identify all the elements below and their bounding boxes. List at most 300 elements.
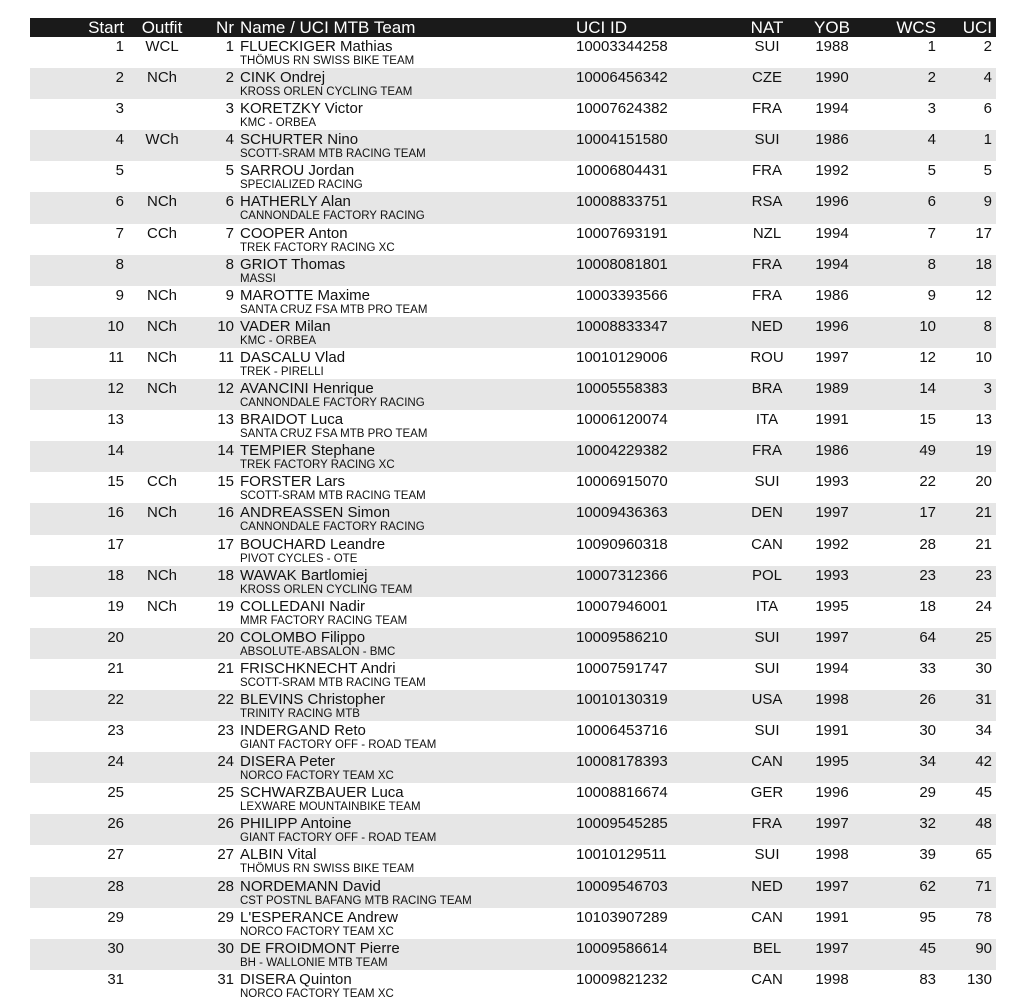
outfit-cell: WCL: [145, 38, 179, 55]
uci-rank-cell: 13: [975, 411, 992, 429]
wcs-rank-cell: 49: [919, 442, 936, 460]
start-cell: 23: [107, 722, 124, 740]
bib-number-cell: 22: [217, 690, 234, 708]
team-name-cell: LEXWARE MOUNTAINBIKE TEAM: [240, 801, 421, 814]
team-name-cell: CST POSTNL BAFANG MTB RACING TEAM: [240, 894, 472, 907]
year-of-birth-cell: 1994: [815, 100, 849, 118]
header-start: Start: [88, 18, 124, 37]
bib-number-cell: 27: [217, 846, 234, 864]
uci-rank-cell: 34: [975, 722, 992, 740]
bib-number-cell: 6: [225, 193, 234, 211]
year-of-birth-cell: 1988: [815, 38, 849, 55]
nationality-cell: CAN: [751, 970, 783, 988]
team-name-cell: TRINITY RACING MTB: [240, 707, 360, 720]
team-name-cell: SANTA CRUZ FSA MTB PRO TEAM: [240, 303, 428, 316]
uci-rank-cell: 31: [975, 690, 992, 708]
table-row: [30, 597, 996, 628]
nationality-cell: SUI: [754, 131, 780, 149]
uci-id-cell: 10010129006: [576, 348, 668, 366]
uci-rank-cell: 3: [983, 380, 992, 398]
uci-id-cell: 10003344258: [576, 38, 668, 55]
bib-number-cell: 19: [217, 597, 234, 615]
nationality-cell: POL: [751, 566, 782, 584]
bib-number-cell: 17: [217, 535, 234, 553]
rider-name-cell: FORSTER Lars: [240, 473, 346, 491]
team-name-cell: SPECIALIZED RACING: [240, 179, 363, 192]
nationality-cell: FRA: [752, 815, 782, 833]
uci-id-cell: 10009586210: [576, 628, 668, 646]
start-cell: 29: [107, 908, 124, 926]
rider-name-cell: PHILIPP Antoine: [240, 815, 352, 833]
uci-id-cell: 10009586614: [576, 939, 668, 957]
start-cell: 3: [115, 100, 124, 118]
table-row: [30, 845, 996, 876]
rider-name-cell: L'ESPERANCE Andrew: [240, 908, 398, 926]
team-name-cell: NORCO FACTORY TEAM XC: [240, 770, 394, 783]
year-of-birth-cell: 1997: [815, 815, 849, 833]
start-cell: 19: [107, 597, 124, 615]
nationality-cell: ROU: [750, 348, 784, 366]
bib-number-cell: 4: [225, 131, 234, 149]
rider-name-cell: DISERA Peter: [240, 753, 336, 771]
start-cell: 14: [107, 442, 124, 460]
rider-name-cell: MAROTTE Maxime: [240, 286, 371, 304]
team-name-cell: MMR FACTORY RACING TEAM: [240, 614, 408, 627]
nationality-cell: SUI: [754, 38, 780, 55]
bib-number-cell: 15: [217, 473, 234, 491]
table-row: [30, 721, 996, 752]
year-of-birth-cell: 1996: [815, 317, 849, 335]
wcs-rank-cell: 32: [919, 815, 936, 833]
uci-rank-cell: 6: [983, 100, 992, 118]
nationality-cell: BRA: [751, 380, 783, 398]
bib-number-cell: 26: [217, 815, 234, 833]
rider-name-cell: BLEVINS Christopher: [240, 690, 386, 708]
team-name-cell: GIANT FACTORY OFF - ROAD TEAM: [240, 832, 437, 845]
outfit-cell: WCh: [145, 131, 179, 149]
table-row: [30, 37, 996, 68]
outfit-cell: NCh: [146, 69, 177, 87]
uci-rank-cell: 45: [975, 784, 992, 802]
nationality-cell: CAN: [751, 535, 783, 553]
team-name-cell: CANNONDALE FACTORY RACING: [240, 210, 425, 223]
wcs-rank-cell: 14: [919, 380, 936, 398]
year-of-birth-cell: 1994: [815, 255, 849, 273]
start-cell: 20: [107, 628, 124, 646]
uci-id-cell: 10007946001: [576, 597, 668, 615]
bib-number-cell: 11: [218, 348, 234, 366]
bib-number-cell: 1: [225, 38, 234, 55]
year-of-birth-cell: 1997: [815, 939, 849, 957]
start-cell: 24: [107, 753, 124, 771]
rider-name-cell: COLOMBO Filippo: [240, 628, 366, 646]
wcs-rank-cell: 30: [919, 722, 936, 740]
table-row: [30, 939, 996, 970]
uci-rank-cell: 21: [975, 504, 992, 522]
table-row: [30, 783, 996, 814]
uci-id-cell: 10006456342: [576, 69, 668, 87]
wcs-rank-cell: 26: [919, 690, 936, 708]
rider-name-cell: FRISCHKNECHT Andri: [240, 659, 396, 677]
table-row: [30, 286, 996, 317]
uci-rank-cell: 9: [983, 193, 992, 211]
table-header: [30, 18, 996, 37]
bib-number-cell: 5: [225, 162, 234, 180]
uci-rank-cell: 2: [983, 38, 992, 55]
nationality-cell: FRA: [752, 255, 782, 273]
outfit-cell: NCh: [146, 597, 177, 615]
bib-number-cell: 3: [225, 100, 234, 118]
bib-number-cell: 30: [217, 939, 234, 957]
outfit-cell: NCh: [146, 317, 177, 335]
team-name-cell: KROSS ORLEN CYCLING TEAM: [240, 86, 413, 99]
uci-rank-cell: 48: [975, 815, 992, 833]
wcs-rank-cell: 4: [927, 131, 936, 149]
rider-name-cell: SCHWARZBAUER Luca: [240, 784, 404, 802]
nationality-cell: GER: [750, 784, 784, 802]
uci-rank-cell: 130: [966, 970, 992, 988]
uci-rank-cell: 78: [975, 908, 992, 926]
bib-number-cell: 29: [217, 908, 234, 926]
uci-id-cell: 10006453716: [576, 722, 668, 740]
table-row: [30, 224, 996, 255]
start-cell: 6: [115, 193, 124, 211]
table-row: [30, 628, 996, 659]
rider-name-cell: NORDEMANN David: [240, 877, 381, 895]
wcs-rank-cell: 95: [919, 908, 936, 926]
start-cell: 5: [115, 162, 124, 180]
header-name-team: Name / UCI MTB Team: [240, 18, 416, 37]
table-row: [30, 255, 996, 286]
header-yob: YOB: [814, 18, 850, 37]
header-outfit: Outfit: [141, 18, 183, 37]
year-of-birth-cell: 1994: [815, 224, 849, 242]
nationality-cell: CZE: [752, 69, 782, 87]
team-name-cell: THÖMUS RN SWISS BIKE TEAM: [240, 863, 415, 876]
table-row: [30, 317, 996, 348]
outfit-cell: NCh: [146, 286, 177, 304]
bib-number-cell: 12: [217, 380, 234, 398]
uci-rank-cell: 71: [975, 877, 992, 895]
start-cell: 1: [115, 38, 124, 55]
wcs-rank-cell: 33: [919, 659, 936, 677]
uci-id-cell: 10010130319: [576, 690, 668, 708]
nationality-cell: FRA: [752, 442, 782, 460]
outfit-cell: NCh: [146, 566, 177, 584]
table-row: [30, 814, 996, 845]
start-cell: 9: [115, 286, 124, 304]
team-name-cell: MASSI: [240, 272, 276, 285]
uci-rank-cell: 30: [975, 659, 992, 677]
rider-name-cell: SCHURTER Nino: [240, 131, 359, 149]
uci-rank-cell: 5: [983, 162, 992, 180]
year-of-birth-cell: 1996: [815, 193, 849, 211]
uci-id-cell: 10003393566: [576, 286, 668, 304]
uci-id-cell: 10006804431: [576, 162, 668, 180]
rider-name-cell: FLUECKIGER Mathias: [240, 38, 393, 55]
rider-name-cell: DASCALU Vlad: [240, 348, 346, 366]
nationality-cell: FRA: [752, 162, 782, 180]
table-row: [30, 410, 996, 441]
year-of-birth-cell: 1990: [815, 69, 849, 87]
start-cell: 31: [107, 970, 124, 988]
rider-name-cell: VADER Milan: [240, 317, 331, 335]
uci-id-cell: 10004229382: [576, 442, 668, 460]
uci-rank-cell: 4: [983, 69, 992, 87]
uci-rank-cell: 19: [975, 442, 992, 460]
wcs-rank-cell: 28: [919, 535, 936, 553]
wcs-rank-cell: 3: [927, 100, 936, 118]
nationality-cell: CAN: [751, 908, 783, 926]
rider-name-cell: DISERA Quinton: [240, 970, 352, 988]
start-cell: 4: [115, 131, 124, 149]
year-of-birth-cell: 1992: [815, 162, 849, 180]
nationality-cell: NED: [751, 877, 783, 895]
table-row: [30, 130, 996, 161]
rider-name-cell: DE FROIDMONT Pierre: [240, 939, 400, 957]
table-body: [30, 37, 996, 1001]
uci-id-cell: 10009546703: [576, 877, 668, 895]
uci-id-cell: 10007591747: [576, 659, 668, 677]
year-of-birth-cell: 1996: [815, 784, 849, 802]
team-name-cell: NORCO FACTORY TEAM XC: [240, 987, 394, 1000]
rider-name-cell: COOPER Anton: [240, 224, 348, 242]
team-name-cell: NORCO FACTORY TEAM XC: [240, 925, 394, 938]
nationality-cell: ITA: [755, 597, 779, 615]
nationality-cell: NED: [751, 317, 783, 335]
year-of-birth-cell: 1992: [815, 535, 849, 553]
start-cell: 17: [107, 535, 124, 553]
year-of-birth-cell: 1993: [815, 473, 849, 491]
bib-number-cell: 28: [217, 877, 234, 895]
bib-number-cell: 2: [225, 69, 234, 87]
year-of-birth-cell: 1997: [815, 348, 849, 366]
uci-id-cell: 10004151580: [576, 131, 668, 149]
outfit-cell: NCh: [146, 504, 177, 522]
wcs-rank-cell: 10: [919, 317, 936, 335]
wcs-rank-cell: 23: [919, 566, 936, 584]
rider-name-cell: ALBIN Vital: [240, 846, 317, 864]
bib-number-cell: 16: [217, 504, 234, 522]
year-of-birth-cell: 1986: [815, 286, 849, 304]
team-name-cell: KMC - ORBEA: [240, 334, 317, 347]
table-row: [30, 472, 996, 503]
team-name-cell: TREK - PIRELLI: [240, 365, 324, 378]
wcs-rank-cell: 45: [919, 939, 936, 957]
table-row: [30, 535, 996, 566]
start-cell: 7: [115, 224, 124, 242]
outfit-cell: NCh: [146, 193, 177, 211]
start-cell: 21: [107, 659, 124, 677]
wcs-rank-cell: 29: [919, 784, 936, 802]
rider-name-cell: GRIOT Thomas: [240, 255, 346, 273]
team-name-cell: TREK FACTORY RACING XC: [240, 459, 395, 472]
rider-name-cell: AVANCINI Henrique: [240, 380, 374, 398]
nationality-cell: FRA: [752, 100, 782, 118]
team-name-cell: THÖMUS RN SWISS BIKE TEAM: [240, 55, 415, 67]
bib-number-cell: 21: [217, 659, 234, 677]
uci-rank-cell: 25: [975, 628, 992, 646]
uci-id-cell: 10006915070: [576, 473, 668, 491]
bib-number-cell: 25: [217, 784, 234, 802]
wcs-rank-cell: 22: [919, 473, 936, 491]
year-of-birth-cell: 1997: [815, 628, 849, 646]
year-of-birth-cell: 1998: [815, 970, 849, 988]
wcs-rank-cell: 17: [919, 504, 936, 522]
start-cell: 18: [107, 566, 124, 584]
nationality-cell: RSA: [751, 193, 783, 211]
start-cell: 27: [107, 846, 124, 864]
start-list-table: [30, 18, 996, 1001]
uci-id-cell: 10008178393: [576, 753, 668, 771]
table-row: [30, 970, 996, 1001]
uci-id-cell: 10007624382: [576, 100, 668, 118]
bib-number-cell: 7: [225, 224, 234, 242]
team-name-cell: SCOTT-SRAM MTB RACING TEAM: [240, 148, 426, 161]
table-row: [30, 690, 996, 721]
team-name-cell: SANTA CRUZ FSA MTB PRO TEAM: [240, 428, 428, 441]
uci-rank-cell: 65: [975, 846, 992, 864]
team-name-cell: TREK FACTORY RACING XC: [240, 241, 395, 254]
rider-name-cell: SARROU Jordan: [240, 162, 355, 180]
team-name-cell: GIANT FACTORY OFF - ROAD TEAM: [240, 739, 437, 752]
wcs-rank-cell: 6: [927, 193, 936, 211]
table-row: [30, 877, 996, 908]
outfit-cell: CCh: [146, 224, 177, 242]
year-of-birth-cell: 1986: [815, 131, 849, 149]
uci-id-cell: 10008081801: [576, 255, 668, 273]
wcs-rank-cell: 9: [927, 286, 936, 304]
bib-number-cell: 24: [217, 753, 234, 771]
start-cell: 22: [107, 690, 124, 708]
header-wcs: WCS: [896, 18, 936, 37]
rider-name-cell: CINK Ondrej: [240, 69, 326, 87]
nationality-cell: ITA: [755, 411, 779, 429]
uci-rank-cell: 23: [975, 566, 992, 584]
header-nr: Nr: [216, 18, 234, 37]
nationality-cell: CAN: [751, 753, 783, 771]
uci-rank-cell: 90: [975, 939, 992, 957]
uci-id-cell: 10006120074: [576, 411, 668, 429]
uci-rank-cell: 21: [975, 535, 992, 553]
rider-name-cell: TEMPIER Stephane: [240, 442, 376, 460]
uci-id-cell: 10008833347: [576, 317, 668, 335]
rider-name-cell: INDERGAND Reto: [240, 722, 366, 740]
team-name-cell: CANNONDALE FACTORY RACING: [240, 397, 425, 410]
uci-rank-cell: 8: [983, 317, 992, 335]
team-name-cell: SCOTT-SRAM MTB RACING TEAM: [240, 490, 426, 503]
rider-name-cell: HATHERLY Alan: [240, 193, 351, 211]
wcs-rank-cell: 64: [919, 628, 936, 646]
uci-id-cell: 10008816674: [576, 784, 668, 802]
nationality-cell: NZL: [752, 224, 782, 242]
start-cell: 8: [115, 255, 124, 273]
year-of-birth-cell: 1998: [815, 690, 849, 708]
rider-name-cell: WAWAK Bartlomiej: [240, 566, 368, 584]
wcs-rank-cell: 5: [927, 162, 936, 180]
year-of-birth-cell: 1998: [815, 846, 849, 864]
start-cell: 10: [107, 317, 124, 335]
start-cell: 13: [107, 411, 124, 429]
header-uci-id: UCI ID: [576, 18, 627, 37]
outfit-cell: NCh: [146, 380, 177, 398]
nationality-cell: FRA: [752, 286, 782, 304]
table-row: [30, 379, 996, 410]
wcs-rank-cell: 8: [927, 255, 936, 273]
uci-id-cell: 10007312366: [576, 566, 668, 584]
team-name-cell: BH - WALLONIE MTB TEAM: [240, 956, 388, 969]
rider-name-cell: ANDREASSEN Simon: [240, 504, 391, 522]
bib-number-cell: 23: [217, 722, 234, 740]
bib-number-cell: 14: [217, 442, 234, 460]
table-row: [30, 161, 996, 192]
nationality-cell: SUI: [754, 846, 780, 864]
table-row: [30, 659, 996, 690]
nationality-cell: DEN: [751, 504, 783, 522]
uci-id-cell: 10009821232: [576, 970, 668, 988]
start-cell: 25: [107, 784, 124, 802]
rider-name-cell: KORETZKY Victor: [240, 100, 363, 118]
uci-id-cell: 10008833751: [576, 193, 668, 211]
nationality-cell: BEL: [752, 939, 782, 957]
nationality-cell: SUI: [754, 659, 780, 677]
year-of-birth-cell: 1993: [815, 566, 849, 584]
table-row: [30, 348, 996, 379]
nationality-cell: USA: [751, 690, 783, 708]
bib-number-cell: 8: [225, 255, 234, 273]
uci-id-cell: 10009436363: [576, 504, 668, 522]
rider-name-cell: BRAIDOT Luca: [240, 411, 344, 429]
bib-number-cell: 9: [225, 286, 234, 304]
wcs-rank-cell: 2: [927, 69, 936, 87]
start-cell: 2: [115, 69, 124, 87]
table-row: [30, 503, 996, 534]
uci-rank-cell: 18: [975, 255, 992, 273]
team-name-cell: KROSS ORLEN CYCLING TEAM: [240, 583, 413, 596]
table-row: [30, 566, 996, 597]
uci-rank-cell: 20: [975, 473, 992, 491]
wcs-rank-cell: 12: [919, 348, 936, 366]
uci-rank-cell: 12: [975, 286, 992, 304]
year-of-birth-cell: 1995: [815, 597, 849, 615]
uci-id-cell: 10010129511: [576, 846, 667, 864]
year-of-birth-cell: 1997: [815, 504, 849, 522]
year-of-birth-cell: 1991: [815, 411, 849, 429]
table-row: [30, 192, 996, 223]
wcs-rank-cell: 83: [919, 970, 936, 988]
wcs-rank-cell: 62: [919, 877, 936, 895]
wcs-rank-cell: 1: [927, 38, 936, 55]
wcs-rank-cell: 7: [927, 224, 936, 242]
start-cell: 15: [107, 473, 124, 491]
team-name-cell: SCOTT-SRAM MTB RACING TEAM: [240, 676, 426, 689]
rider-name-cell: BOUCHARD Leandre: [240, 535, 386, 553]
table-row: [30, 908, 996, 939]
team-name-cell: KMC - ORBEA: [240, 117, 317, 130]
table-row: [30, 752, 996, 783]
table-row: [30, 68, 996, 99]
bib-number-cell: 20: [217, 628, 234, 646]
uci-id-cell: 10005558383: [576, 380, 668, 398]
uci-rank-cell: 17: [975, 224, 992, 242]
year-of-birth-cell: 1997: [815, 877, 849, 895]
year-of-birth-cell: 1991: [815, 722, 849, 740]
start-cell: 26: [107, 815, 124, 833]
year-of-birth-cell: 1994: [815, 659, 849, 677]
outfit-cell: NCh: [146, 348, 177, 366]
wcs-rank-cell: 15: [919, 411, 936, 429]
table-row: [30, 441, 996, 472]
